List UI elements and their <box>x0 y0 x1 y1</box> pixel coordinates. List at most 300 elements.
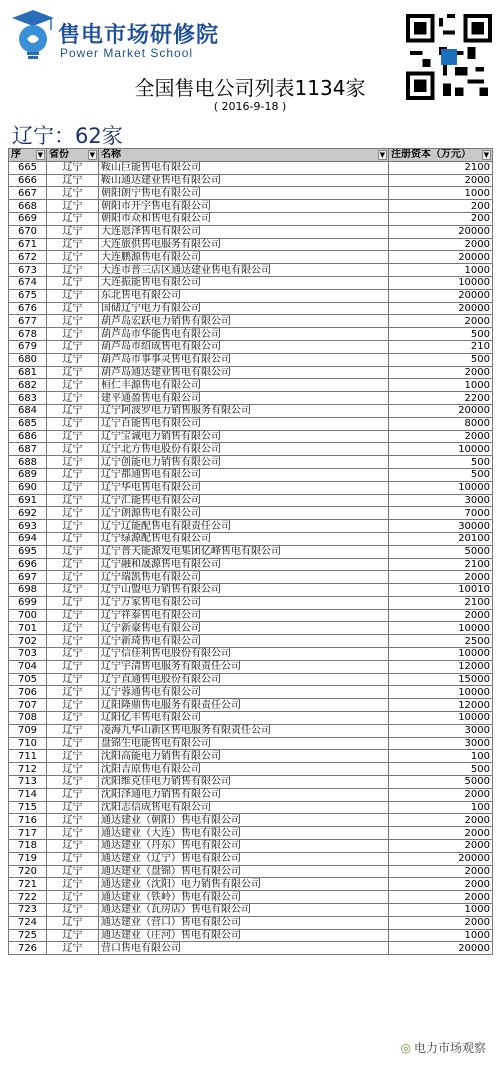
row-company-name: 沈阳吉原售电有限公司 <box>99 763 389 776</box>
row-index: 697 <box>9 571 47 584</box>
row-province: 辽宁 <box>47 904 99 917</box>
row-province: 辽宁 <box>47 430 99 443</box>
row-province: 辽宁 <box>47 276 99 289</box>
row-province: 辽宁 <box>47 865 99 878</box>
row-capital: 10000 <box>389 648 493 661</box>
row-company-name: 大连恩泽售电有限公司 <box>99 225 389 238</box>
table-row <box>9 558 493 571</box>
row-company-name: 鞍山巨能售电有限公司 <box>99 161 389 174</box>
row-province: 辽宁 <box>47 379 99 392</box>
row-index: 711 <box>9 750 47 763</box>
row-index: 706 <box>9 686 47 699</box>
row-index: 725 <box>9 929 47 942</box>
table-row <box>9 494 493 507</box>
row-index: 668 <box>9 200 47 213</box>
row-index: 672 <box>9 251 47 264</box>
row-province: 辽宁 <box>47 712 99 725</box>
row-capital: 1000 <box>389 264 493 277</box>
row-province: 辽宁 <box>47 212 99 225</box>
table-row <box>9 929 493 942</box>
row-company-name: 辽宁宇清售电服务有限责任公司 <box>99 660 389 673</box>
row-index: 719 <box>9 852 47 865</box>
row-company-name: 凌海九华山新区售电服务有限责任公司 <box>99 724 389 737</box>
row-index: 718 <box>9 840 47 853</box>
row-province: 辽宁 <box>47 302 99 315</box>
row-province: 辽宁 <box>47 878 99 891</box>
row-capital: 3000 <box>389 724 493 737</box>
row-province: 辽宁 <box>47 507 99 520</box>
row-company-name: 沈阳维克佳电力销售有限公司 <box>99 776 389 789</box>
row-capital: 20000 <box>389 942 493 955</box>
row-capital: 1000 <box>389 187 493 200</box>
row-province: 辽宁 <box>47 456 99 469</box>
row-province: 辽宁 <box>47 724 99 737</box>
row-company-name: 辽宁百能售电有限公司 <box>99 417 389 430</box>
row-index: 713 <box>9 776 47 789</box>
row-company-name: 通达建业（大连）售电有限公司 <box>99 827 389 840</box>
row-province: 辽宁 <box>47 366 99 379</box>
row-province: 辽宁 <box>47 635 99 648</box>
filter-dropdown-icon[interactable]: ▼ <box>483 151 489 159</box>
row-province: 辽宁 <box>47 315 99 328</box>
row-province: 辽宁 <box>47 801 99 814</box>
row-capital: 2000 <box>389 315 493 328</box>
row-company-name: 葫芦岛市绍成售电有限公司 <box>99 340 389 353</box>
row-company-name: 国储辽宁电力有限公司 <box>99 302 389 315</box>
row-province: 辽宁 <box>47 340 99 353</box>
row-province: 辽宁 <box>47 776 99 789</box>
table-row <box>9 302 493 315</box>
row-company-name: 辽宁普天能源发电集团亿峰售电有限公司 <box>99 545 389 558</box>
row-capital: 500 <box>389 763 493 776</box>
table-row <box>9 891 493 904</box>
row-capital: 3000 <box>389 494 493 507</box>
row-capital: 2000 <box>389 891 493 904</box>
table-row <box>9 596 493 609</box>
row-company-name: 鞍山通达建业售电有限公司 <box>99 174 389 187</box>
row-company-name: 辽宁辽能配售电有限责任公司 <box>99 520 389 533</box>
row-capital: 10000 <box>389 712 493 725</box>
row-capital: 10000 <box>389 481 493 494</box>
row-company-name: 辽宁华电售电有限公司 <box>99 481 389 494</box>
row-province: 辽宁 <box>47 891 99 904</box>
table-header-row <box>9 149 493 162</box>
row-province: 辽宁 <box>47 353 99 366</box>
row-index: 696 <box>9 558 47 571</box>
table-row <box>9 404 493 417</box>
row-province: 辽宁 <box>47 699 99 712</box>
row-index: 695 <box>9 545 47 558</box>
row-company-name: 大连鹏源售电有限公司 <box>99 251 389 264</box>
row-company-name: 辽宁融和晟源售电有限公司 <box>99 558 389 571</box>
row-province: 辽宁 <box>47 289 99 302</box>
row-index: 669 <box>9 212 47 225</box>
row-province: 辽宁 <box>47 648 99 661</box>
table-row <box>9 584 493 597</box>
row-capital: 8000 <box>389 417 493 430</box>
filter-dropdown-icon[interactable]: ▼ <box>89 151 95 159</box>
row-index: 673 <box>9 264 47 277</box>
row-index: 678 <box>9 328 47 341</box>
row-province: 辽宁 <box>47 558 99 571</box>
row-capital: 2000 <box>389 238 493 251</box>
table-row <box>9 724 493 737</box>
row-index: 666 <box>9 174 47 187</box>
row-index: 676 <box>9 302 47 315</box>
row-index: 701 <box>9 622 47 635</box>
table-row <box>9 622 493 635</box>
row-company-name: 大连市普三店区通达建业售电有限公司 <box>99 264 389 277</box>
filter-dropdown-icon[interactable]: ▼ <box>37 151 43 159</box>
table-row <box>9 916 493 929</box>
row-capital: 500 <box>389 328 493 341</box>
row-capital: 210 <box>389 340 493 353</box>
row-province: 辽宁 <box>47 840 99 853</box>
row-index: 675 <box>9 289 47 302</box>
row-province: 辽宁 <box>47 468 99 481</box>
row-capital: 20000 <box>389 251 493 264</box>
table-row <box>9 763 493 776</box>
row-index: 709 <box>9 724 47 737</box>
row-index: 691 <box>9 494 47 507</box>
row-capital: 500 <box>389 353 493 366</box>
table-row <box>9 827 493 840</box>
province-heading: 辽宁：62家 <box>12 124 123 148</box>
row-province: 辽宁 <box>47 622 99 635</box>
table-row <box>9 366 493 379</box>
row-province: 辽宁 <box>47 750 99 763</box>
table-row <box>9 532 493 545</box>
row-province: 辽宁 <box>47 328 99 341</box>
row-index: 708 <box>9 712 47 725</box>
row-index: 716 <box>9 814 47 827</box>
row-province: 辽宁 <box>47 584 99 597</box>
table-row <box>9 571 493 584</box>
row-province: 辽宁 <box>47 827 99 840</box>
row-capital: 2500 <box>389 635 493 648</box>
row-capital: 5000 <box>389 776 493 789</box>
table-row <box>9 545 493 558</box>
table-row <box>9 699 493 712</box>
row-capital: 2000 <box>389 878 493 891</box>
row-province: 辽宁 <box>47 161 99 174</box>
row-index: 671 <box>9 238 47 251</box>
row-company-name: 桓仁丰源售电有限公司 <box>99 379 389 392</box>
table-row <box>9 852 493 865</box>
table-row <box>9 686 493 699</box>
row-company-name: 辽宁瑞凯售电有限公司 <box>99 571 389 584</box>
row-index: 721 <box>9 878 47 891</box>
column-header-capital[interactable]: 注册资本（万元） ▼ <box>389 149 493 162</box>
wechat-watermark: ◎ 电力市场观察 <box>400 1041 486 1055</box>
row-capital: 2000 <box>389 609 493 622</box>
table-row <box>9 801 493 814</box>
row-company-name: 葫芦岛宏跃电力销售有限公司 <box>99 315 389 328</box>
row-company-name: 通达建业（铁岭）售电有限公司 <box>99 891 389 904</box>
row-company-name: 葫芦岛通达建业售电有限公司 <box>99 366 389 379</box>
row-company-name: 通达建业（瓦房店）售电有限公司 <box>99 904 389 917</box>
row-province: 辽宁 <box>47 187 99 200</box>
table-row <box>9 520 493 533</box>
row-index: 703 <box>9 648 47 661</box>
row-province: 辽宁 <box>47 916 99 929</box>
table-row <box>9 238 493 251</box>
table-row <box>9 289 493 302</box>
row-company-name: 通达建业（庄河）售电有限公司 <box>99 929 389 942</box>
row-company-name: 朝阳朗宁售电有限公司 <box>99 187 389 200</box>
row-index: 685 <box>9 417 47 430</box>
row-company-name: 通达建业（丹东）售电有限公司 <box>99 840 389 853</box>
row-capital: 2100 <box>389 161 493 174</box>
wechat-icon: ◎ <box>400 1041 411 1055</box>
table-row <box>9 840 493 853</box>
table-row <box>9 340 493 353</box>
row-province: 辽宁 <box>47 532 99 545</box>
row-index: 686 <box>9 430 47 443</box>
table-row <box>9 264 493 277</box>
row-province: 辽宁 <box>47 481 99 494</box>
table-row <box>9 392 493 405</box>
brand-name-cn: 售电市场研修院 <box>58 23 220 48</box>
row-index: 715 <box>9 801 47 814</box>
row-index: 726 <box>9 942 47 955</box>
row-capital: 2000 <box>389 827 493 840</box>
table-row <box>9 187 493 200</box>
lightbulb-graduation-cap-icon <box>8 6 58 62</box>
row-capital: 2000 <box>389 788 493 801</box>
table-row <box>9 468 493 481</box>
row-company-name: 朝阳市众和售电有限公司 <box>99 212 389 225</box>
row-index: 707 <box>9 699 47 712</box>
table-row <box>9 174 493 187</box>
row-index: 679 <box>9 340 47 353</box>
row-company-name: 辽阳亿丰售电有限公司 <box>99 712 389 725</box>
row-company-name: 大连振能售电有限公司 <box>99 276 389 289</box>
row-capital: 200 <box>389 200 493 213</box>
row-capital: 10000 <box>389 276 493 289</box>
row-index: 692 <box>9 507 47 520</box>
row-capital: 12000 <box>389 660 493 673</box>
row-index: 670 <box>9 225 47 238</box>
table-row <box>9 161 493 174</box>
row-company-name: 辽宁万家售电有限公司 <box>99 596 389 609</box>
table-row <box>9 712 493 725</box>
table-row <box>9 443 493 456</box>
table-row <box>9 788 493 801</box>
row-capital: 1000 <box>389 904 493 917</box>
list-date: ( 2016-9-18 ) <box>213 100 287 113</box>
row-province: 辽宁 <box>47 942 99 955</box>
table-row <box>9 609 493 622</box>
table-row <box>9 737 493 750</box>
row-province: 辽宁 <box>47 545 99 558</box>
row-province: 辽宁 <box>47 571 99 584</box>
row-capital: 20000 <box>389 302 493 315</box>
row-company-name: 通达建业（沈阳）电力销售有限公司 <box>99 878 389 891</box>
column-header-name[interactable]: 名称 ▼ <box>99 149 389 162</box>
row-capital: 10010 <box>389 584 493 597</box>
row-capital: 10000 <box>389 622 493 635</box>
row-index: 687 <box>9 443 47 456</box>
row-company-name: 辽宁新豪售电有限公司 <box>99 622 389 635</box>
row-company-name: 辽宁创能电力销售有限公司 <box>99 456 389 469</box>
row-province: 辽宁 <box>47 264 99 277</box>
row-capital: 15000 <box>389 673 493 686</box>
row-province: 辽宁 <box>47 494 99 507</box>
row-capital: 2000 <box>389 174 493 187</box>
row-index: 683 <box>9 392 47 405</box>
row-province: 辽宁 <box>47 737 99 750</box>
row-province: 辽宁 <box>47 520 99 533</box>
row-province: 辽宁 <box>47 673 99 686</box>
table-row <box>9 750 493 763</box>
row-index: 689 <box>9 468 47 481</box>
row-capital: 5000 <box>389 545 493 558</box>
row-capital: 20000 <box>389 404 493 417</box>
row-company-name: 辽宁宝诚电力销售有限公司 <box>99 430 389 443</box>
table-row <box>9 251 493 264</box>
row-province: 辽宁 <box>47 225 99 238</box>
row-index: 705 <box>9 673 47 686</box>
row-index: 684 <box>9 404 47 417</box>
row-index: 693 <box>9 520 47 533</box>
row-company-name: 建平通盈售电有限公司 <box>99 392 389 405</box>
row-index: 694 <box>9 532 47 545</box>
row-province: 辽宁 <box>47 392 99 405</box>
row-company-name: 辽宁祥泰售电有限公司 <box>99 609 389 622</box>
row-capital: 200 <box>389 212 493 225</box>
row-capital: 500 <box>389 456 493 469</box>
row-company-name: 辽宁山盟电力销售有限公司 <box>99 584 389 597</box>
row-capital: 2000 <box>389 366 493 379</box>
company-table <box>8 148 493 955</box>
row-province: 辽宁 <box>47 200 99 213</box>
row-company-name: 朝阳市开宇售电有限公司 <box>99 200 389 213</box>
row-capital: 2200 <box>389 392 493 405</box>
row-capital: 2000 <box>389 840 493 853</box>
row-index: 674 <box>9 276 47 289</box>
page-header <box>0 0 500 148</box>
page-title: 全国售电公司列表1134家 <box>134 76 366 100</box>
row-province: 辽宁 <box>47 238 99 251</box>
row-index: 724 <box>9 916 47 929</box>
row-capital: 20000 <box>389 852 493 865</box>
table-row <box>9 635 493 648</box>
row-company-name: 大连旅供售电服务有限公司 <box>99 238 389 251</box>
table-row <box>9 212 493 225</box>
row-province: 辽宁 <box>47 251 99 264</box>
row-capital: 2000 <box>389 430 493 443</box>
row-province: 辽宁 <box>47 814 99 827</box>
row-capital: 2000 <box>389 814 493 827</box>
row-province: 辽宁 <box>47 852 99 865</box>
table-row <box>9 865 493 878</box>
row-capital: 1000 <box>389 929 493 942</box>
row-company-name: 辽宁信佳利售电股份有限公司 <box>99 648 389 661</box>
row-capital: 100 <box>389 801 493 814</box>
row-province: 辽宁 <box>47 788 99 801</box>
row-company-name: 辽宁汇能售电有限公司 <box>99 494 389 507</box>
row-capital: 7000 <box>389 507 493 520</box>
column-header-index[interactable]: 序 ▼ <box>9 149 47 162</box>
table-row <box>9 648 493 661</box>
table-row <box>9 776 493 789</box>
table-row <box>9 328 493 341</box>
row-capital: 2000 <box>389 916 493 929</box>
row-capital: 20000 <box>389 289 493 302</box>
table-row <box>9 417 493 430</box>
table-row <box>9 481 493 494</box>
row-index: 690 <box>9 481 47 494</box>
table-row <box>9 200 493 213</box>
row-company-name: 辽阳隆鼎售电服务有限责任公司 <box>99 699 389 712</box>
row-index: 682 <box>9 379 47 392</box>
row-company-name: 盘锦生电能售电有限公司 <box>99 737 389 750</box>
row-capital: 12000 <box>389 699 493 712</box>
row-index: 699 <box>9 596 47 609</box>
row-index: 698 <box>9 584 47 597</box>
row-company-name: 辽宁直通售电股份有限公司 <box>99 673 389 686</box>
row-company-name: 通达建业（辽宁）售电有限公司 <box>99 852 389 865</box>
row-capital: 2000 <box>389 571 493 584</box>
table-row <box>9 942 493 955</box>
row-province: 辽宁 <box>47 404 99 417</box>
row-index: 704 <box>9 660 47 673</box>
table-row <box>9 904 493 917</box>
row-company-name: 辽宁都通售电有限公司 <box>99 468 389 481</box>
row-province: 辽宁 <box>47 174 99 187</box>
row-index: 710 <box>9 737 47 750</box>
table-row <box>9 430 493 443</box>
row-capital: 100 <box>389 750 493 763</box>
row-province: 辽宁 <box>47 660 99 673</box>
row-index: 688 <box>9 456 47 469</box>
row-capital: 2000 <box>389 865 493 878</box>
row-company-name: 沈阳泽通电力销售有限公司 <box>99 788 389 801</box>
row-company-name: 葫芦岛市华能售电有限公司 <box>99 328 389 341</box>
row-index: 665 <box>9 161 47 174</box>
row-company-name: 辽宁朗源售电有限公司 <box>99 507 389 520</box>
column-header-province[interactable]: 省份 ▼ <box>47 149 99 162</box>
row-province: 辽宁 <box>47 929 99 942</box>
row-index: 720 <box>9 865 47 878</box>
row-capital: 500 <box>389 468 493 481</box>
row-index: 712 <box>9 763 47 776</box>
row-capital: 30000 <box>389 520 493 533</box>
row-company-name: 辽宁北方售电股份有限公司 <box>99 443 389 456</box>
table-row <box>9 660 493 673</box>
row-company-name: 通达建业（朝阳）售电有限公司 <box>99 814 389 827</box>
row-company-name: 辽宁绿源配售电有限公司 <box>99 532 389 545</box>
table-row <box>9 814 493 827</box>
table-row <box>9 276 493 289</box>
row-province: 辽宁 <box>47 443 99 456</box>
row-capital: 10000 <box>389 686 493 699</box>
row-capital: 20100 <box>389 532 493 545</box>
table-row <box>9 379 493 392</box>
table-row <box>9 353 493 366</box>
filter-dropdown-icon[interactable]: ▼ <box>379 151 385 159</box>
row-capital: 2100 <box>389 558 493 571</box>
row-company-name: 通达建业（营口）售电有限公司 <box>99 916 389 929</box>
brand-name-en: Power Market School <box>60 46 194 60</box>
row-index: 677 <box>9 315 47 328</box>
row-province: 辽宁 <box>47 417 99 430</box>
row-company-name: 辽宁蓉通售电有限公司 <box>99 686 389 699</box>
row-index: 681 <box>9 366 47 379</box>
row-index: 700 <box>9 609 47 622</box>
row-index: 714 <box>9 788 47 801</box>
